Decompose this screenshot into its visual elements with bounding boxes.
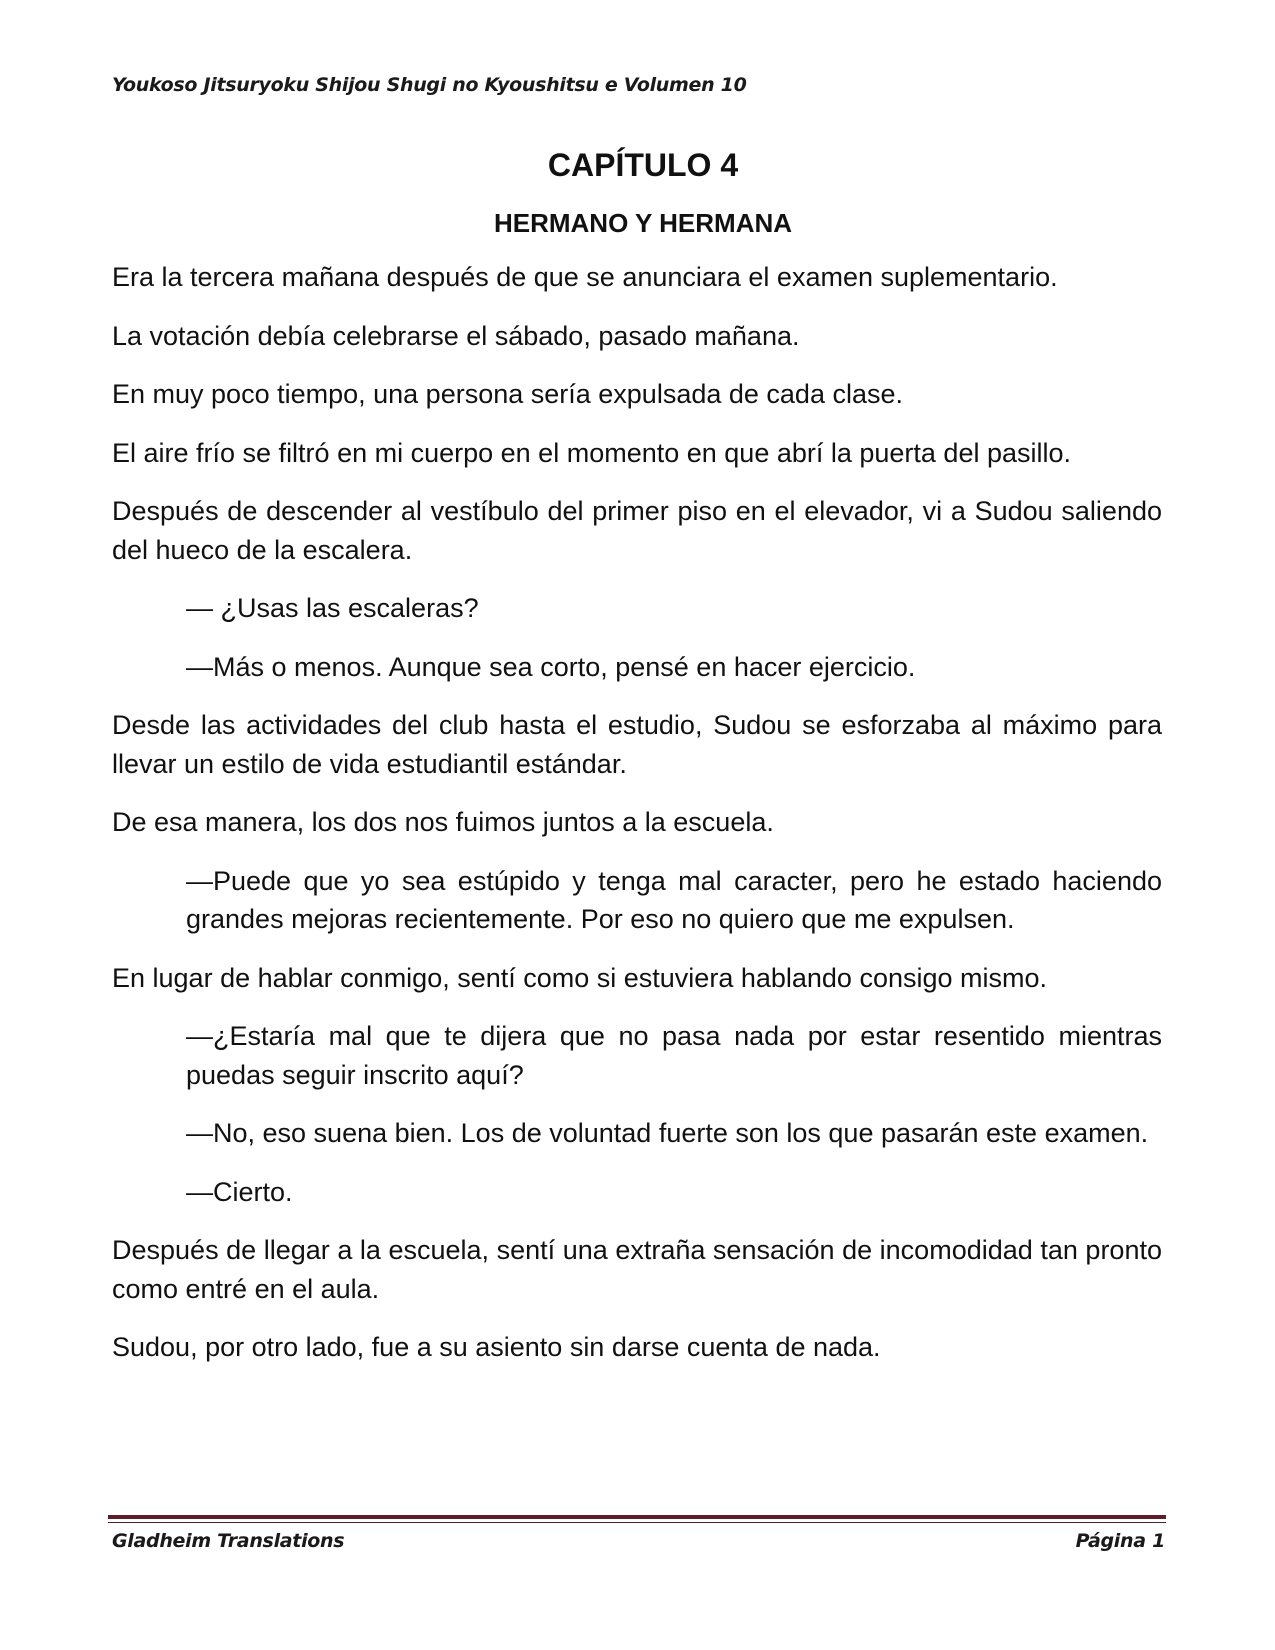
dialogue-line: —No, eso suena bien. Los de voluntad fuerte son los que pasarán este examen.	[186, 1118, 1149, 1148]
dialogue-line: — ¿Usas las escaleras?	[186, 593, 479, 623]
paragraph: De esa manera, los dos nos fuimos juntos a la escuela.	[112, 807, 774, 837]
chapter-title: CAPÍTULO 4	[547, 147, 739, 183]
dialogue-line: —Más o menos. Aunque sea corto, pensé en hacer ejercicio.	[186, 651, 916, 682]
paragraph: Era la tercera mañana después de que se anunciara el examen suplementario.	[112, 262, 1058, 292]
page-content	[112, 146, 1162, 1387]
paragraph: En muy poco tiempo, una persona sería expulsada de cada clase.	[112, 379, 903, 409]
paragraph: La votación debía celebrarse el sábado, pasado mañana.	[112, 320, 800, 351]
chapter-subtitle: HERMANO Y HERMANA	[493, 208, 793, 238]
footer-credit: Gladheim Translations	[112, 1530, 345, 1552]
dialogue-line: —¿Estaría mal que te dijera que no pasa nada por estar resentido mientras puedas seguir inscrito aquí?	[186, 1021, 1162, 1090]
paragraph: Sudou, por otro lado, fue a su asiento sin darse cuenta de nada.	[112, 1332, 881, 1362]
dialogue-line: —Cierto.	[186, 1176, 293, 1207]
paragraph: Desde las actividades del club hasta el estudio, Sudou se esforzaba al máximo para llevar un estilo de vida estudiantil estándar.	[112, 710, 1162, 779]
paragraph: El aire frío se filtró en mi cuerpo en el momento en que abrí la puerta del pasillo.	[112, 437, 1072, 468]
footer-divider	[108, 1515, 1166, 1519]
running-header: Youkoso Jitsuryoku Shijou Shugi no Kyoushitsu e Volumen 10	[112, 74, 747, 96]
paragraph: En lugar de hablar conmigo, sentí como si estuviera hablando consigo mismo.	[112, 962, 1048, 993]
paragraph: Después de descender al vestíbulo del primer piso en el elevador, vi a Sudou saliendo del hueco de la escalera.	[112, 496, 1162, 565]
paragraph: Después de llegar a la escuela, sentí una extraña sensación de incomodidad tan pronto como entré en el aula.	[112, 1235, 1162, 1304]
dialogue-line: —Puede que yo sea estúpido y tenga mal caracter, pero he estado haciendo grandes mejoras recientemente. Por eso no quiero que me expulsen.	[186, 865, 1162, 934]
footer-divider-thin	[108, 1522, 1166, 1523]
page-number: Página 1	[1075, 1530, 1165, 1552]
